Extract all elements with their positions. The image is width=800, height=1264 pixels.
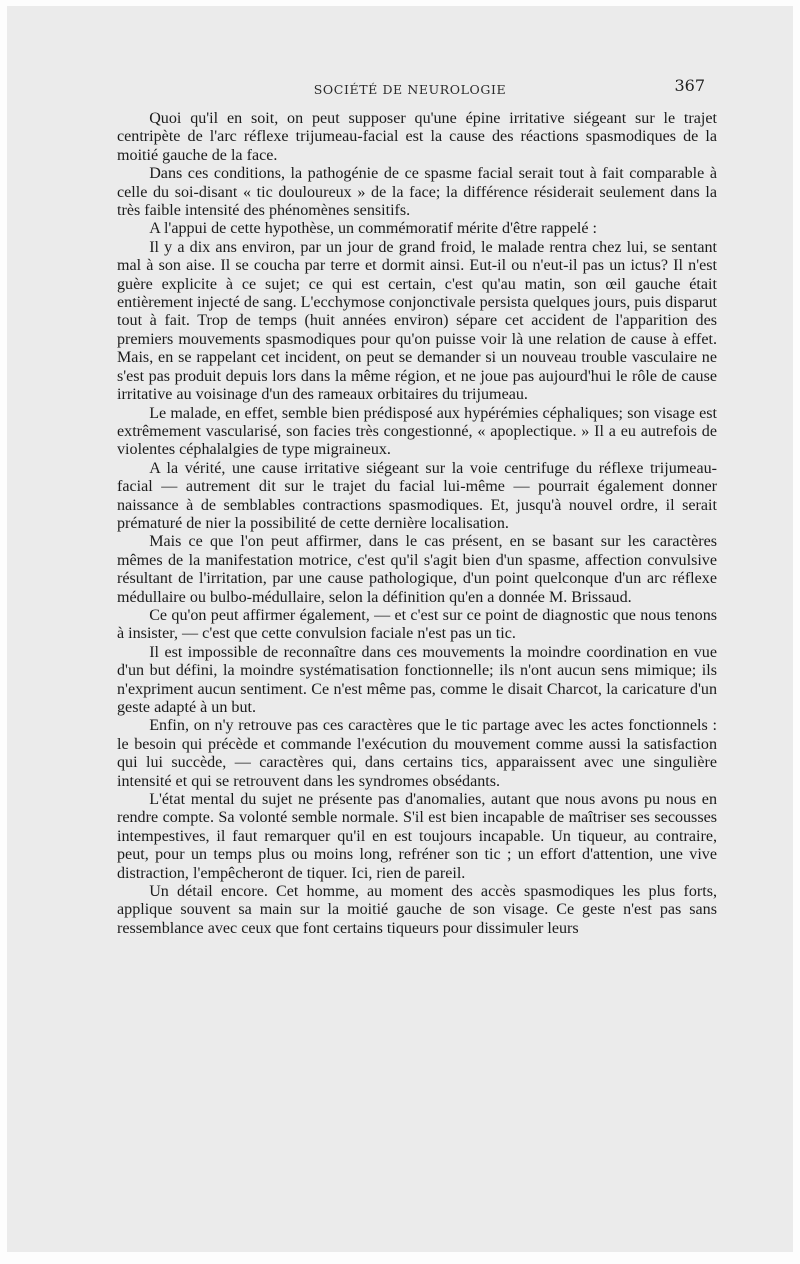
body-text (117, 110, 717, 938)
paragraph: A l'appui de cette hypothèse, un commémoratif mérite d'être rappelé : (149, 220, 597, 238)
paragraph: Il est impossible de reconnaître dans ces mouvements la moindre coordination en vue d'un but défini, la moindre systématisation fonctionnelle; ils n'ont aucun sens mimique; ils n'expriment aucun sentiment. Ce n'est même pas, comme le disait Charcot, la caricature d'un geste adapté à un but. (117, 643, 717, 716)
paragraph: Il y a dix ans environ, par un jour de grand froid, le malade rentra chez lui, se sentant mal à son aise. Il se coucha par terre et dormit ainsi. Eut-il ou n'eut-il pas un ictus? Il n'est guère explicite à ce sujet; ce qui est certain, c'est qu'au matin, son œil gauche était entièrement injecté de sang. L'ecchymose conjonctivale persista quelques jours, puis disparut tout à fait. Trop de temps (huit années environ) sépare cet accident de l'apparition des premiers mouvements spasmodiques pour qu'on puisse voir là une relation de cause à effet. Mais, en se rappelant cet incident, on peut se demander si un nouveau trouble vasculaire ne s'est pas produit depuis lors dans la même région, et ne joue pas aujourd'hui le rôle de cause irritative au voisinage d'un des rameaux orbitaires du trijumeau. (117, 238, 717, 404)
paragraph: Le malade, en effet, semble bien prédisposé aux hypérémies céphaliques; son visage est extrêmement vascularisé, son facies très congestionné, « apoplectique. » Il a eu autrefois de violentes céphalalgies de type migraineux. (117, 404, 717, 459)
book-page (7, 6, 793, 1252)
paragraph: Un détail encore. Cet homme, au moment des accès spasmodiques les plus forts, applique souvent sa main sur la moitié gauche de son visage. Ce geste n'est pas sans ressemblance avec ceux que font certains tiqueurs pour dissimuler leurs (117, 883, 717, 937)
paragraph: L'état mental du sujet ne présente pas d'anomalies, autant que nous avons pu nous en rendre compte. Sa volonté semble normale. S'il est bien incapable de maîtriser ses secousses intempestives, il faut remarquer qu'il en est toujours incapable. Un tiqueur, au contraire, peut, pour un temps plus ou moins long, refréner son tic ; un effort d'attention, une vive distraction, l'empêcheront de tiquer. Ici, rien de pareil. (117, 791, 717, 882)
paragraph: Quoi qu'il en soit, on peut supposer qu'une épine irritative siégeant sur le trajet centripète de l'arc réflexe trijumeau-facial est la cause des réactions spasmodiques de la moitié gauche de la face. (117, 110, 717, 164)
paragraph: Ce qu'on peut affirmer également, — et c'est sur ce point de diagnostic que nous tenons à insister, — c'est que cette convulsion faciale n'est pas un tic. (117, 606, 717, 643)
page-header (115, 76, 705, 100)
paragraph: Enfin, on n'y retrouve pas ces caractères que le tic partage avec les actes fonctionnels : le besoin qui précède et commande l'exécution du mouvement comme aussi la satisfaction qui lui succède, — caractères qui, dans certains tics, apparaissent avec une singulière intensité et qui se retrouvent dans les syndromes obsédants. (117, 717, 717, 790)
paragraph: Dans ces conditions, la pathogénie de ce spasme facial serait tout à fait comparable à celle du soi-disant « tic douloureux » de la face; la différence résiderait seulement dans la très faible intensité des phénomènes sensitifs. (117, 165, 717, 220)
paragraph: Mais ce que l'on peut affirmer, dans le cas présent, en se basant sur les caractères mêmes de la manifestation motrice, c'est qu'il s'agit bien d'un spasme, affection convulsive résultant de l'irritation, par une cause pathologique, d'un point quelconque d'un arc réflexe médullaire ou bulbo-médullaire, selon la définition qu'en a donnée M. Brissaud. (117, 533, 717, 606)
running-head: SOCIÉTÉ DE NEUROLOGIE (313, 82, 507, 97)
paragraph: A la vérité, une cause irritative siégeant sur la voie centrifuge du réflexe trijumeau-facial — autrement dit sur le trajet du facial lui-même — pourrait également donner naissance à de semblables contractions spasmodiques. Et, jusqu'à nouvel ordre, il serait prématuré de nier la possibilité de cette dernière localisation. (117, 459, 717, 532)
page-number: 367 (674, 76, 705, 95)
